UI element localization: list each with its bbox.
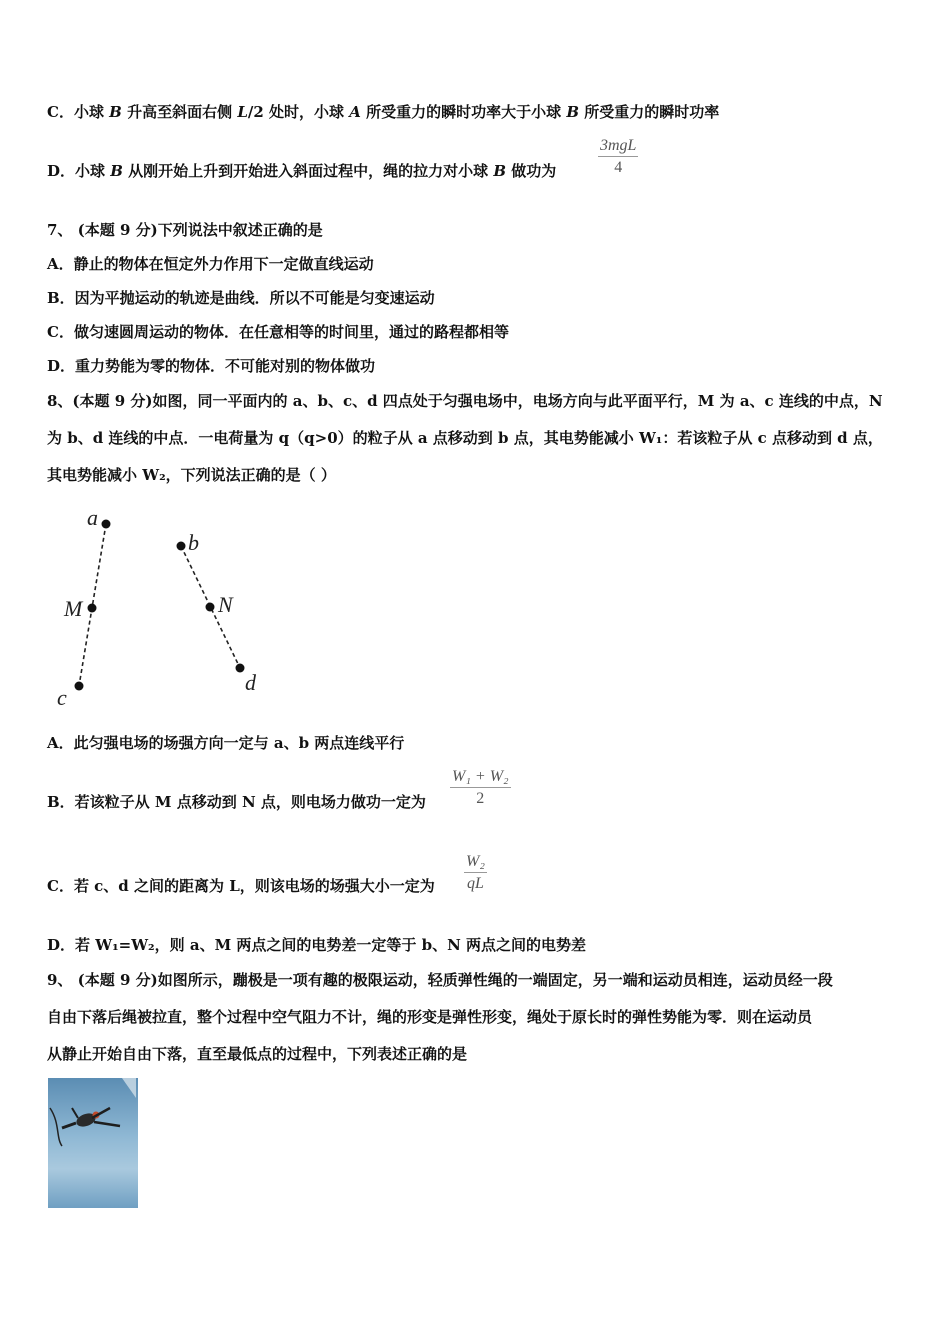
label-n: N xyxy=(218,592,233,617)
point-b xyxy=(177,542,186,551)
q9-stem-line2: 自由下落后绳被拉直，整个过程中空气阻力不计，绳的形变是弹性形变，绳处于原长时的弹性势能为零．则在运动员 xyxy=(47,1008,813,1026)
label-b: b xyxy=(188,530,199,555)
q8-option-b: B．若该粒子从 M 点移动到 N 点，则电场力做功一定为 xyxy=(47,793,426,811)
fraction-denominator: 4 xyxy=(614,159,623,176)
fraction-denominator: 2 xyxy=(476,790,485,807)
q6-d-text: 从刚开始上升到开始进入斜面过程中，绳的拉力对小球 xyxy=(122,162,494,180)
q7-option-b: B．因为平抛运动的轨迹是曲线．所以不可能是匀变速运动 xyxy=(47,289,435,307)
fraction-numerator: W₁ + W₂ xyxy=(450,767,511,788)
q6-c-text: /2 处时，小球 xyxy=(247,103,350,121)
fraction-numerator: W₂ xyxy=(464,852,487,873)
q7-stem: 7、 (本题 9 分)下列说法中叙述正确的是 xyxy=(47,221,323,239)
fraction-denominator: qL xyxy=(466,875,484,892)
var-l: L xyxy=(237,103,248,121)
var-a: A xyxy=(349,103,361,121)
q6-c-prefix: C．小球 xyxy=(47,103,110,121)
q6-option-d xyxy=(47,161,556,181)
q9-stem-line1: 9、 (本题 9 分)如图所示，蹦极是一项有趣的极限运动，轻质弹性绳的一端固定，另一端和运动员相连，运动员经一段 xyxy=(47,971,833,989)
point-n xyxy=(206,603,215,612)
q8-c-fraction xyxy=(464,852,487,895)
q7-option-d: D．重力势能为零的物体．不可能对别的物体做功 xyxy=(47,357,376,375)
bungee-jumping-photo xyxy=(48,1078,138,1208)
fraction-numerator: 3mgL xyxy=(598,136,638,157)
q6-c-text: 所受重力的瞬时功率大于小球 xyxy=(360,103,567,121)
q6-d-fraction xyxy=(598,136,638,179)
var-b: B xyxy=(566,103,580,121)
point-m xyxy=(88,604,97,613)
q8-option-a: A．此匀强电场的场强方向一定与 a、b 两点连线平行 xyxy=(47,734,405,752)
label-c: c xyxy=(57,685,67,710)
point-a xyxy=(102,520,111,529)
q8-b-fraction xyxy=(450,767,511,810)
var-b: B xyxy=(493,162,507,180)
label-m: M xyxy=(64,596,83,621)
q6-option-c xyxy=(47,102,719,122)
bungee-jumper-illustration xyxy=(48,1078,138,1208)
q6-c-text: 所受重力的瞬时功率 xyxy=(579,103,720,121)
q8-stem-line2: 为 b、d 连线的中点．一电荷量为 q（q>0）的粒子从 a 点移动到 b 点，其电势能减小 W₁：若该粒子从 c 点移动到 d 点， xyxy=(47,429,883,447)
point-d xyxy=(236,664,245,673)
label-d: d xyxy=(245,670,256,695)
var-b: B xyxy=(109,103,122,121)
q8-option-d: D．若 W₁=W₂，则 a、M 两点之间的电势差一定等于 b、N 两点之间的电势差 xyxy=(47,936,587,954)
q7-option-a: A．静止的物体在恒定外力作用下一定做直线运动 xyxy=(47,255,374,273)
q6-d-text: 做功为 xyxy=(506,162,557,180)
q8-figure xyxy=(45,500,285,715)
label-a: a xyxy=(87,505,98,530)
q8-option-c: C．若 c、d 之间的距离为 L，则该电场的场强大小一定为 xyxy=(47,877,435,895)
var-b: B xyxy=(110,162,123,180)
point-c xyxy=(75,682,84,691)
q6-d-prefix: D．小球 xyxy=(47,162,111,180)
q9-stem-line3: 从静止开始自由下落，直至最低点的过程中，下列表述正确的是 xyxy=(47,1045,468,1063)
q6-c-text: 升高至斜面右侧 xyxy=(121,103,238,121)
q8-stem-line1: 8、(本题 9 分)如图，同一平面内的 a、b、c、d 四点处于匀强电场中，电场方向与此平面平行，M 为 a、c 连线的中点，N xyxy=(47,392,883,410)
q7-option-c: C．做匀速圆周运动的物体．在任意相等的时间里，通过的路程都相等 xyxy=(47,323,509,341)
q8-stem-line3: 其电势能减小 W₂，下列说法正确的是（ ） xyxy=(47,466,336,484)
